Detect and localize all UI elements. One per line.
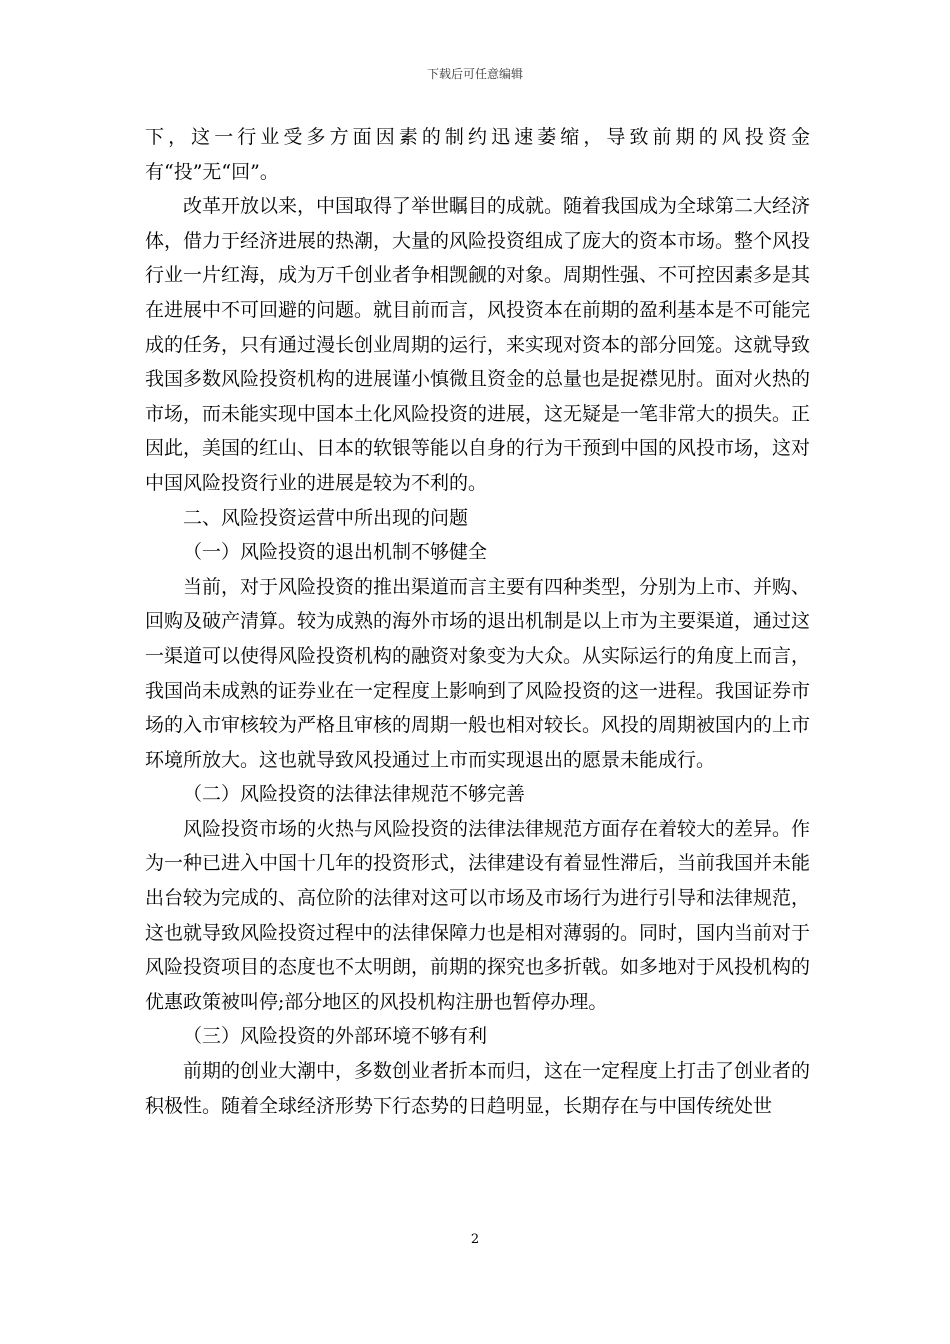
page-header: 下载后可任意编辑: [426, 67, 523, 81]
paragraph-reform: 改革开放以来，中国取得了举世瞩目的成就。随着我国成为全球第二大经济体，借力于经济进展的热潮，大量的风险投资组成了庞大的资本市场。整个风投行业一片红海，成为万千创业者争相觊觎的对象。周期性强、不可控因素多是其在进展中不可回避的问题。就目前而言，风投资本在前期的盈利基本是不可能完成的任务，只有通过漫长创业周期的运行，来实现对资本的部分回笼。这就导致我国多数风险投资机构的进展谨小慎微且资金的总量也是捉襟见肘。面对火热的市场，而未能实现中国本土化风险投资的进展，这无疑是一笔非常大的损失。正因此，美国的红山、日本的软银等能以自身的行为干预到中国的风投市场，这对中国风险投资行业的进展是较为不利的。: [145, 195, 811, 494]
subheading-external-environment: （三）风险投资的外部环境不够有利: [183, 1025, 488, 1048]
subheading-exit-mechanism: （一）风险投资的退出机制不够健全: [183, 541, 488, 564]
paragraph-exit-mechanism: 当前，对于风险投资的推出渠道而言主要有四种类型，分别为上市、并购、回购及破产清算。较为成熟的海外市场的退出机制是以上市为主要渠道，通过这一渠道可以使得风险投资机构的融资对象变为大众。从实际运行的角度上而言，我国尚未成熟的证券业在一定程度上影响到了风险投资的这一进程。我国证券市场的入市审核较为严格且审核的周期一般也相对较长。风投的周期被国内的上市环境所放大。这也就导致风投通过上市而实现退出的愿景未能成行。: [145, 575, 811, 771]
page-number: 2: [470, 1232, 480, 1247]
paragraph-legal-norms: 风险投资市场的火热与风险投资的法律法律规范方面存在着较大的差异。作为一种已进入中国十几年的投资形式，法律建设有着显性滞后，当前我国并未能出台较为完成的、高位阶的法律对这可以市场及市场行为进行引导和法律规范，这也就导致风险投资过程中的法律保障力也是相对薄弱的。同时，国内当前对于风险投资项目的态度也不太明朗，前期的探究也多折戟。如多地对于风投机构的优惠政策被叫停;部分地区的风投机构注册也暂停办理。: [145, 817, 811, 1013]
paragraph-continuation: 下，这一行业受多方面因素的制约迅速萎缩，导致前期的风投资金有“投”无“回”。: [145, 126, 810, 183]
section-heading-problems: 二、风险投资运营中所出现的问题: [183, 506, 469, 529]
subheading-legal-norms: （二）风险投资的法律法律规范不够完善: [183, 783, 526, 806]
paragraph-external-environment: 前期的创业大潮中，多数创业者折本而归，这在一定程度上打击了创业者的积极性。随着全球经济形势下行态势的日趋明显，长期存在与中国传统处世: [145, 1060, 811, 1117]
body-text: [145, 120, 810, 1123]
